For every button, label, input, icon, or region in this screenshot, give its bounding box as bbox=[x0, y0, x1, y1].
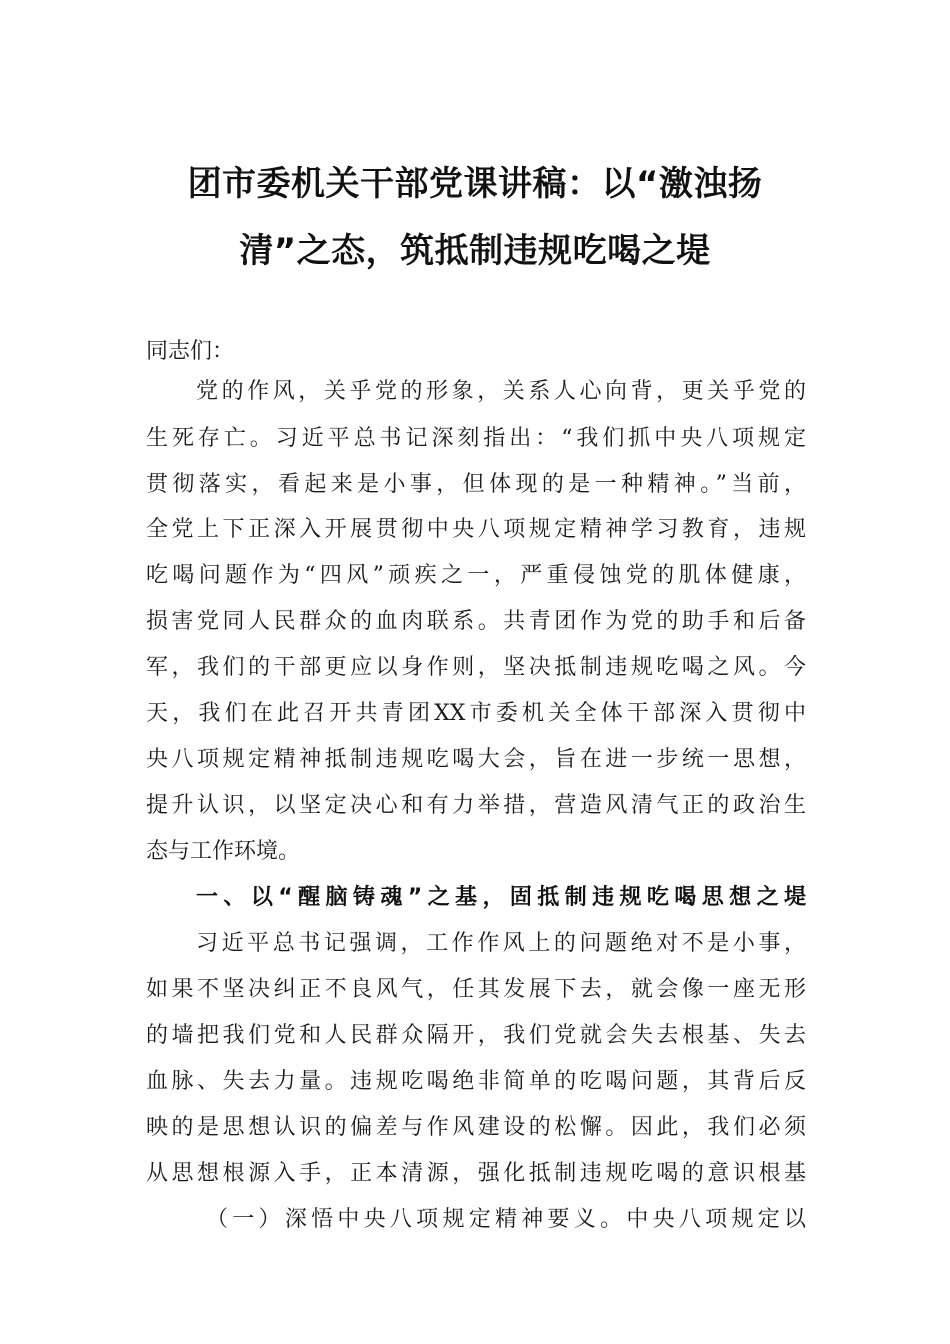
paragraph-1-line: 军，我们的干部更应以身作则，坚决抵制违规吃喝之风。今 bbox=[146, 655, 806, 680]
paragraph-1-line: 态与工作环境。 bbox=[146, 839, 301, 864]
paragraph-2-line: 如果不坚决纠正不良风气，任其发展下去，就会像一座无形 bbox=[146, 977, 806, 1002]
paragraph-2-line: 习近平总书记强调，工作作风上的问题绝对不是小事， bbox=[196, 931, 806, 956]
paragraph-1-line: 损害党同人民群众的血肉联系。共青团作为党的助手和后备 bbox=[146, 609, 806, 634]
paragraph-1-line: 吃喝问题作为“四风”顽疾之一，严重侵蚀党的肌体健康， bbox=[146, 563, 806, 588]
section-heading-1: 一、以“醒脑铸魂”之基，固抵制违规吃喝思想之堤 bbox=[196, 885, 806, 910]
paragraph-1-line: 天，我们在此召开共青团XX市委机关全体干部深入贯彻中 bbox=[146, 701, 806, 726]
paragraph-1-line: 全党上下正深入开展贯彻中央八项规定精神学习教育，违规 bbox=[146, 517, 806, 542]
document-title-line-1: 团市委机关干部党课讲稿：以“激浊扬 bbox=[187, 164, 763, 204]
paragraph-2-line: 从思想根源入手，正本清源，强化抵制违规吃喝的意识根基 bbox=[146, 1161, 806, 1186]
paragraph-1-line: 央八项规定精神抵制违规吃喝大会，旨在进一步统一思想， bbox=[146, 747, 806, 772]
paragraph-2-line: 血脉、失去力量。违规吃喝绝非简单的吃喝问题，其背后反 bbox=[146, 1069, 806, 1094]
salutation: 同志们： bbox=[146, 339, 235, 364]
paragraph-2-line: 映的是思想认识的偏差与作风建设的松懈。因此，我们必须 bbox=[146, 1115, 806, 1140]
paragraph-1-line: 提升认识，以坚定决心和有力举措，营造风清气正的政治生 bbox=[146, 793, 806, 818]
paragraph-1-line: 生死存亡。习近平总书记深刻指出：“我们抓中央八项规定 bbox=[146, 426, 806, 451]
subsection-heading-line: （一）深悟中央八项规定精神要义。中央八项规定以 bbox=[206, 1207, 806, 1232]
paragraph-1-line: 贯彻落实，看起来是小事，但体现的是一种精神。”当前， bbox=[146, 472, 806, 497]
document-title-line-2: 清”之态，筑抵制违规吃喝之堤 bbox=[239, 231, 711, 271]
paragraph-2-line: 的墙把我们党和人民群众隔开，我们党就会失去根基、失去 bbox=[146, 1023, 806, 1048]
paragraph-1-line: 党的作风，关乎党的形象，关系人心向背，更关乎党的 bbox=[196, 379, 806, 404]
